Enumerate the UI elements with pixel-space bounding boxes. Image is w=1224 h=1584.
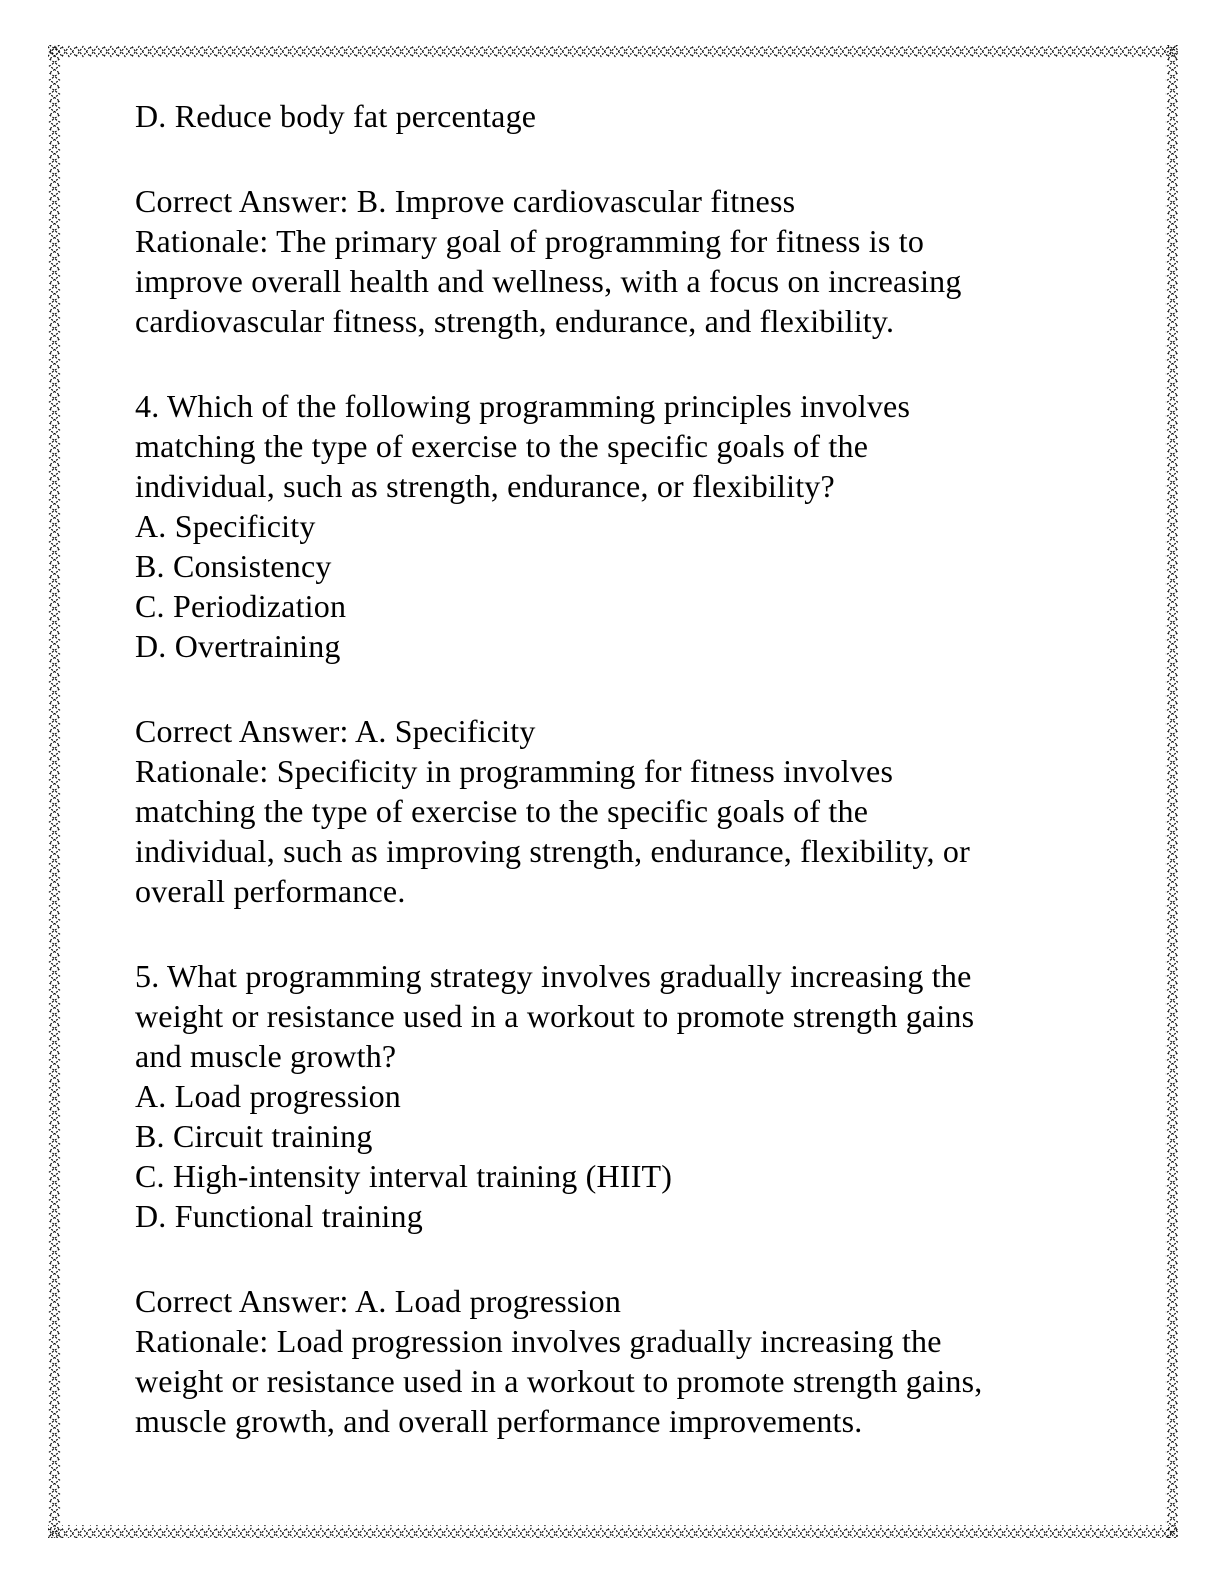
border-left-edge <box>48 45 61 1538</box>
text-line: A. Specificity <box>135 508 316 544</box>
text-line: Correct Answer: A. Specificity <box>135 713 536 749</box>
text-line: C. High-intensity interval training (HIIT) <box>135 1158 673 1194</box>
text-line: overall performance. <box>135 873 406 909</box>
text-line: and muscle growth? <box>135 1038 397 1074</box>
border-right-edge <box>1165 45 1178 1538</box>
border-top-edge <box>48 45 1178 58</box>
text-line: A. Load progression <box>135 1078 401 1114</box>
text-line: improve overall health and wellness, with a focus on increasing <box>135 263 962 299</box>
text-line: Correct Answer: B. Improve cardiovascular fitness <box>135 183 796 219</box>
paragraph <box>135 386 1135 666</box>
text-line: 4. Which of the following programming principles involves <box>135 388 911 424</box>
text-line: Rationale: The primary goal of programming for fitness is to <box>135 223 925 259</box>
text-line: weight or resistance used in a workout to promote strength gains, <box>135 1363 983 1399</box>
text-line: D. Functional training <box>135 1198 423 1234</box>
paragraph <box>135 96 1135 136</box>
text-line: B. Circuit training <box>135 1118 373 1154</box>
text-line: individual, such as strength, endurance, or flexibility? <box>135 468 835 504</box>
paragraph <box>135 1281 1135 1441</box>
text-line: Rationale: Specificity in programming for fitness involves <box>135 753 894 789</box>
paragraph <box>135 956 1135 1236</box>
text-line: matching the type of exercise to the specific goals of the <box>135 428 869 464</box>
text-line: B. Consistency <box>135 548 332 584</box>
document-content <box>135 96 1135 1441</box>
border-bottom-edge <box>48 1525 1178 1538</box>
text-line: Correct Answer: A. Load progression <box>135 1283 622 1319</box>
text-line: D. Reduce body fat percentage <box>135 98 537 134</box>
text-line: weight or resistance used in a workout to promote strength gains <box>135 998 975 1034</box>
text-line: cardiovascular fitness, strength, endurance, and flexibility. <box>135 303 895 339</box>
text-line: Rationale: Load progression involves gradually increasing the <box>135 1323 942 1359</box>
text-line: individual, such as improving strength, endurance, flexibility, or <box>135 833 970 869</box>
text-line: D. Overtraining <box>135 628 341 664</box>
text-line: C. Periodization <box>135 588 347 624</box>
text-line: matching the type of exercise to the specific goals of the <box>135 793 869 829</box>
text-line: muscle growth, and overall performance improvements. <box>135 1403 863 1439</box>
paragraph <box>135 711 1135 911</box>
text-line: 5. What programming strategy involves gradually increasing the <box>135 958 972 994</box>
paragraph <box>135 181 1135 341</box>
